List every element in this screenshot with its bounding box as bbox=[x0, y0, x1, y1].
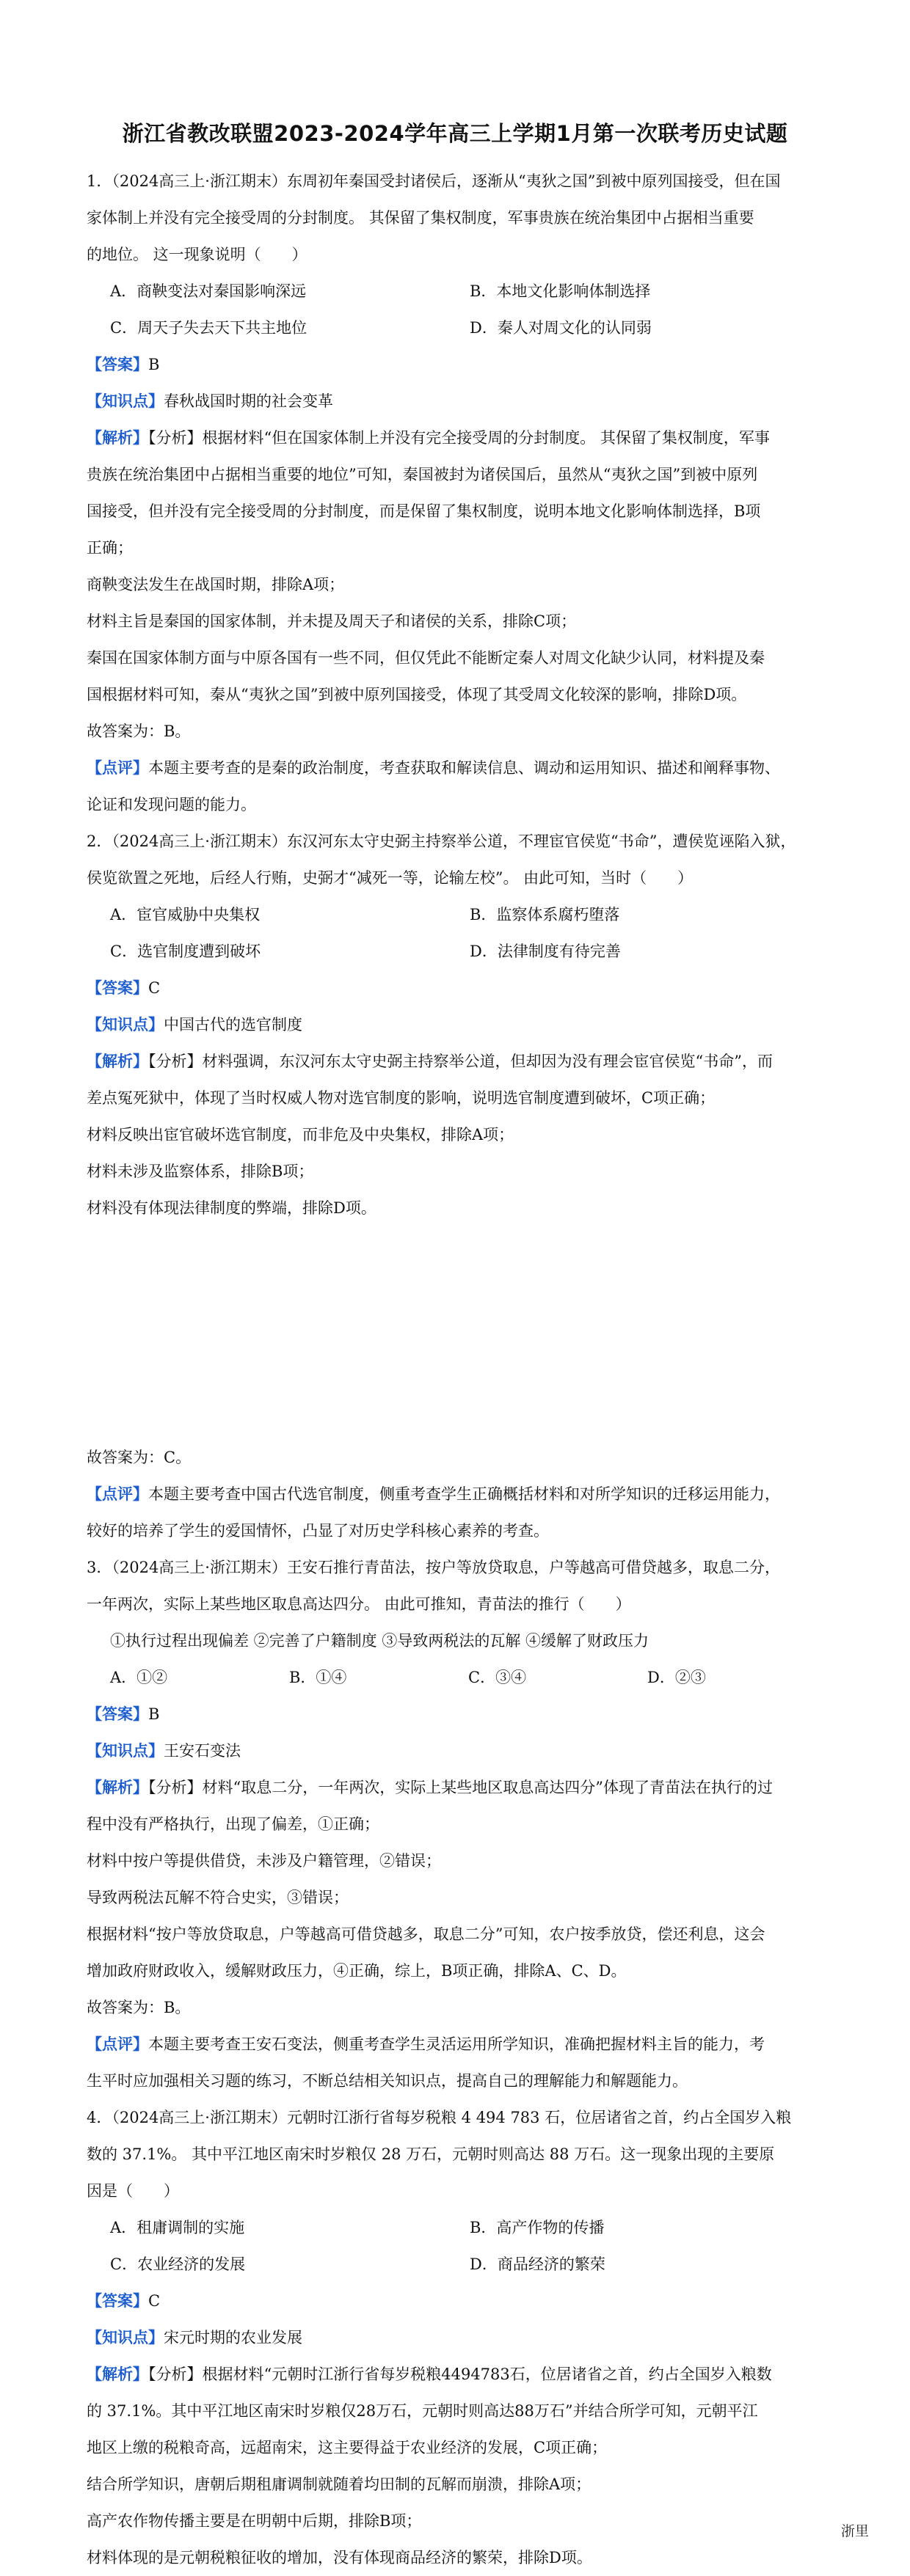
sub-items: ①执行过程出现偏差 ②完善了户籍制度 ③导致两税法的瓦解 ④缓解了财政压力 bbox=[110, 1632, 649, 1650]
comment-line bbox=[87, 2026, 839, 2063]
answer-line bbox=[87, 2283, 839, 2319]
analysis-text: 【分析】材料强调，东汉河东太守史弼主持察举公道，但却因为没有理会宦官侯览“书命”，而 bbox=[148, 1053, 773, 1070]
document-body bbox=[87, 163, 839, 2576]
analysis-line: 正确； bbox=[87, 539, 133, 557]
comment-line: 生平时应加强相关习题的练习，不断总结相关知识点，提高自己的理解能力和解题能力。 bbox=[87, 2072, 688, 2090]
option-d: D．秦人对周文化的认同弱 bbox=[470, 319, 652, 337]
answer-line bbox=[87, 970, 839, 1006]
analysis-line: 差点冤死狱中，体现了当时权威人物对选官制度的影响，说明选官制度遭到破坏，C项正确； bbox=[87, 1089, 716, 1107]
question-4 bbox=[87, 2099, 839, 2576]
comment-text: 本题主要考查王安石变法，侧重考查学生灵活运用所学知识，准确把握材料主旨的能力，考 bbox=[148, 2035, 765, 2053]
question-2 bbox=[87, 823, 839, 1549]
analysis-line bbox=[87, 1043, 839, 1080]
analysis-line bbox=[87, 2356, 839, 2393]
question-stem-line: 的地位。 这一现象说明（ ） bbox=[87, 246, 307, 263]
analysis-line: 材料中按户等提供借贷，未涉及户籍管理，②错误； bbox=[87, 1852, 441, 1870]
answer-tag: 【答案】 bbox=[87, 1705, 148, 1723]
question-1 bbox=[87, 163, 839, 823]
analysis-line: 增加政府财政收入，缓解财政压力，④正确，综上，B项正确，排除A、C、D。 bbox=[87, 1962, 627, 1980]
page-footer: 浙里 bbox=[840, 2523, 869, 2539]
analysis-tag: 【解析】 bbox=[87, 1052, 148, 1070]
answer-line bbox=[87, 346, 839, 383]
comment-line: 较好的培养了学生的爱国情怀，凸显了对历史学科核心素养的考查。 bbox=[87, 1522, 549, 1540]
analysis-line: 材料未涉及监察体系，排除B项； bbox=[87, 1163, 314, 1180]
analysis-text: 【分析】根据材料“元朝时江浙行省每岁税粮4494783石，位居诸省之首，约占全国岁入粮数 bbox=[148, 2365, 772, 2383]
answer-value: B bbox=[148, 356, 160, 373]
comment-line bbox=[87, 1476, 839, 1512]
knowledge-value: 王安石变法 bbox=[164, 1742, 241, 1760]
question-3 bbox=[87, 1549, 839, 2099]
option-c: C．周天子失去天下共主地位 bbox=[110, 319, 307, 337]
option-c: C．农业经济的发展 bbox=[110, 2255, 246, 2273]
analysis-line: 材料没有体现法律制度的弊端，排除D项。 bbox=[87, 1199, 376, 1217]
analysis-line: 结合所学知识，唐朝后期租庸调制就随着均田制的瓦解而崩溃，排除A项； bbox=[87, 2476, 592, 2493]
analysis-line: 商鞅变法发生在战国时期，排除A项； bbox=[87, 576, 345, 593]
question-stem-line: 3．（2024高三上·浙江期末）王安石推行青苗法，按户等放贷取息，户等越高可借贷越多，取息二分， bbox=[87, 1559, 780, 1576]
answer-tag: 【答案】 bbox=[87, 355, 148, 373]
analysis-line: 的 37.1%。其中平江地区南宋时岁粮仅28万石，元朝时则高达88万石”并结合所学可知，元朝平江 bbox=[87, 2402, 758, 2420]
analysis-text: 【分析】根据材料“但在国家体制上并没有完全接受周的分封制度。 其保留了集权制度，军事 bbox=[148, 429, 770, 447]
analysis-line: 材料反映出宦官破坏选官制度，而非危及中央集权，排除A项； bbox=[87, 1126, 514, 1144]
option-c: C．选官制度遭到破坏 bbox=[110, 943, 261, 960]
question-stem-line: 数的 37.1%。 其中平江地区南宋时岁粮仅 28 万石，元朝时则高达 88 万石。这一现象出现的主要原 bbox=[87, 2145, 775, 2163]
comment-line bbox=[87, 750, 839, 786]
analysis-line: 材料主旨是秦国的国家体制，并未提及周天子和诸侯的关系，排除C项； bbox=[87, 612, 577, 630]
analysis-line: 程中没有严格执行，出现了偏差，①正确； bbox=[87, 1815, 379, 1833]
question-stem-line: 一年两次，实际上某些地区取息高达四分。 由此可推知，青苗法的推行（ ） bbox=[87, 1595, 631, 1613]
comment-text: 本题主要考查的是秦的政治制度，考查获取和解读信息、调动和运用知识、描述和阐释事物、 bbox=[148, 759, 780, 777]
knowledge-line bbox=[87, 383, 839, 420]
question-stem-line: 侯览欲置之死地，后经人行贿，史弼才“减死一等，论输左校”。 由此可知，当时（ ） bbox=[87, 869, 694, 887]
comment-text: 本题主要考查中国古代选官制度，侧重考查学生正确概括材料和对所学知识的迁移运用能力， bbox=[148, 1485, 780, 1503]
answer-tag: 【答案】 bbox=[87, 978, 148, 997]
comment-tag: 【点评】 bbox=[87, 1485, 148, 1503]
option-b: B．本地文化影响体制选择 bbox=[470, 282, 651, 300]
conclusion-line: 故答案为：C。 bbox=[87, 1449, 192, 1466]
analysis-line: 导致两税法瓦解不符合史实，③错误； bbox=[87, 1889, 349, 1906]
analysis-text: 【分析】材料“取息二分，一年两次，实际上某些地区取息高达四分”体现了青苗法在执行的过 bbox=[148, 1779, 773, 1796]
answer-tag: 【答案】 bbox=[87, 2291, 148, 2310]
analysis-line: 国接受，但并没有完全接受周的分封制度，而是保留了集权制度，说明本地文化影响体制选择，B项 bbox=[87, 502, 761, 520]
option-d: D．商品经济的繁荣 bbox=[470, 2255, 605, 2273]
answer-value: C bbox=[148, 2292, 161, 2310]
analysis-line: 地区上缴的税粮奇高，远超南宋，这主要得益于农业经济的发展，C项正确； bbox=[87, 2439, 608, 2456]
analysis-line: 国根据材料可知，秦从“夷狄之国”到被中原列国接受，体现了其受周文化较深的影响，排除D项。 bbox=[87, 686, 747, 703]
options bbox=[87, 273, 839, 346]
blank-space bbox=[87, 1226, 839, 1439]
knowledge-line bbox=[87, 1732, 839, 1769]
knowledge-value: 中国古代的选官制度 bbox=[164, 1016, 302, 1033]
option-a: A．租庸调制的实施 bbox=[110, 2219, 245, 2236]
analysis-tag: 【解析】 bbox=[87, 1778, 148, 1796]
analysis-line bbox=[87, 420, 839, 456]
question-stem-line: 1．（2024高三上·浙江期末）东周初年秦国受封诸侯后，逐渐从“夷狄之国”到被中原列国接受，但在国 bbox=[87, 172, 781, 190]
answer-line bbox=[87, 1696, 839, 1732]
document-title: 浙江省教改联盟2023-2024学年高三上学期1月第一次联考历史试题 bbox=[122, 121, 788, 146]
comment-tag: 【点评】 bbox=[87, 758, 148, 777]
option-a: A．宦官威胁中央集权 bbox=[110, 906, 261, 923]
option-a: A．商鞅变法对秦国影响深远 bbox=[110, 282, 307, 300]
answer-value: B bbox=[148, 1705, 160, 1723]
knowledge-line bbox=[87, 2319, 839, 2356]
option-d: D．法律制度有待完善 bbox=[470, 943, 621, 960]
analysis-line: 故答案为：B。 bbox=[87, 1999, 191, 2016]
options bbox=[87, 2209, 839, 2283]
knowledge-line bbox=[87, 1006, 839, 1043]
question-stem-line: 因是（ ） bbox=[87, 2182, 179, 2200]
option-b: B．高产作物的传播 bbox=[470, 2219, 605, 2236]
question-stem-line: 4．（2024高三上·浙江期末）元朝时江浙行省每岁税粮 4 494 783 石，位居诸省之首，约占全国岁入粮 bbox=[87, 2109, 792, 2126]
option-a: A．①② bbox=[110, 1669, 168, 1686]
analysis-line: 秦国在国家体制方面与中原各国有一些不同，但仅凭此不能断定秦人对周文化缺少认同，材料提及秦 bbox=[87, 649, 765, 667]
analysis-line: 材料体现的是元朝税粮征收的增加，没有体现商品经济的繁荣，排除D项。 bbox=[87, 2549, 592, 2566]
comment-line: 论证和发现问题的能力。 bbox=[87, 796, 256, 813]
analysis-line bbox=[87, 1769, 839, 1806]
knowledge-tag: 【知识点】 bbox=[87, 1741, 164, 1760]
analysis-tag: 【解析】 bbox=[87, 428, 148, 447]
analysis-line: 故答案为：B。 bbox=[87, 722, 191, 740]
analysis-line: 贵族在统治集团中占据相当重要的地位”可知，秦国被封为诸侯国后，虽然从“夷狄之国”到被中原列 bbox=[87, 466, 758, 483]
answer-value: C bbox=[148, 979, 161, 997]
analysis-line: 根据材料“按户等放贷取息，户等越高可借贷越多，取息二分”可知，农户按季放贷，偿还利息，这会 bbox=[87, 1925, 765, 1943]
options bbox=[87, 896, 839, 970]
question-stem-line: 2．（2024高三上·浙江期末）东汉河东太守史弼主持察举公道，不理宦官侯览“书命”，遭侯览诬陷入狱， bbox=[87, 833, 796, 850]
option-c: C．③④ bbox=[468, 1669, 527, 1686]
knowledge-value: 宋元时期的农业发展 bbox=[164, 2329, 302, 2346]
option-d: D．②③ bbox=[647, 1669, 706, 1686]
knowledge-tag: 【知识点】 bbox=[87, 1015, 164, 1033]
analysis-tag: 【解析】 bbox=[87, 2365, 148, 2383]
options bbox=[87, 1659, 839, 1696]
knowledge-tag: 【知识点】 bbox=[87, 392, 164, 410]
comment-tag: 【点评】 bbox=[87, 2035, 148, 2053]
knowledge-value: 春秋战国时期的社会变革 bbox=[164, 392, 333, 410]
option-b: B．①④ bbox=[289, 1669, 347, 1686]
analysis-line: 高产农作物传播主要是在明朝中后期，排除B项； bbox=[87, 2512, 422, 2530]
question-stem-line: 家体制上并没有完全接受周的分封制度。 其保留了集权制度，军事贵族在统治集团中占据相当重要 bbox=[87, 209, 754, 227]
option-b: B．监察体系腐朽堕落 bbox=[470, 906, 620, 923]
knowledge-tag: 【知识点】 bbox=[87, 2328, 164, 2346]
